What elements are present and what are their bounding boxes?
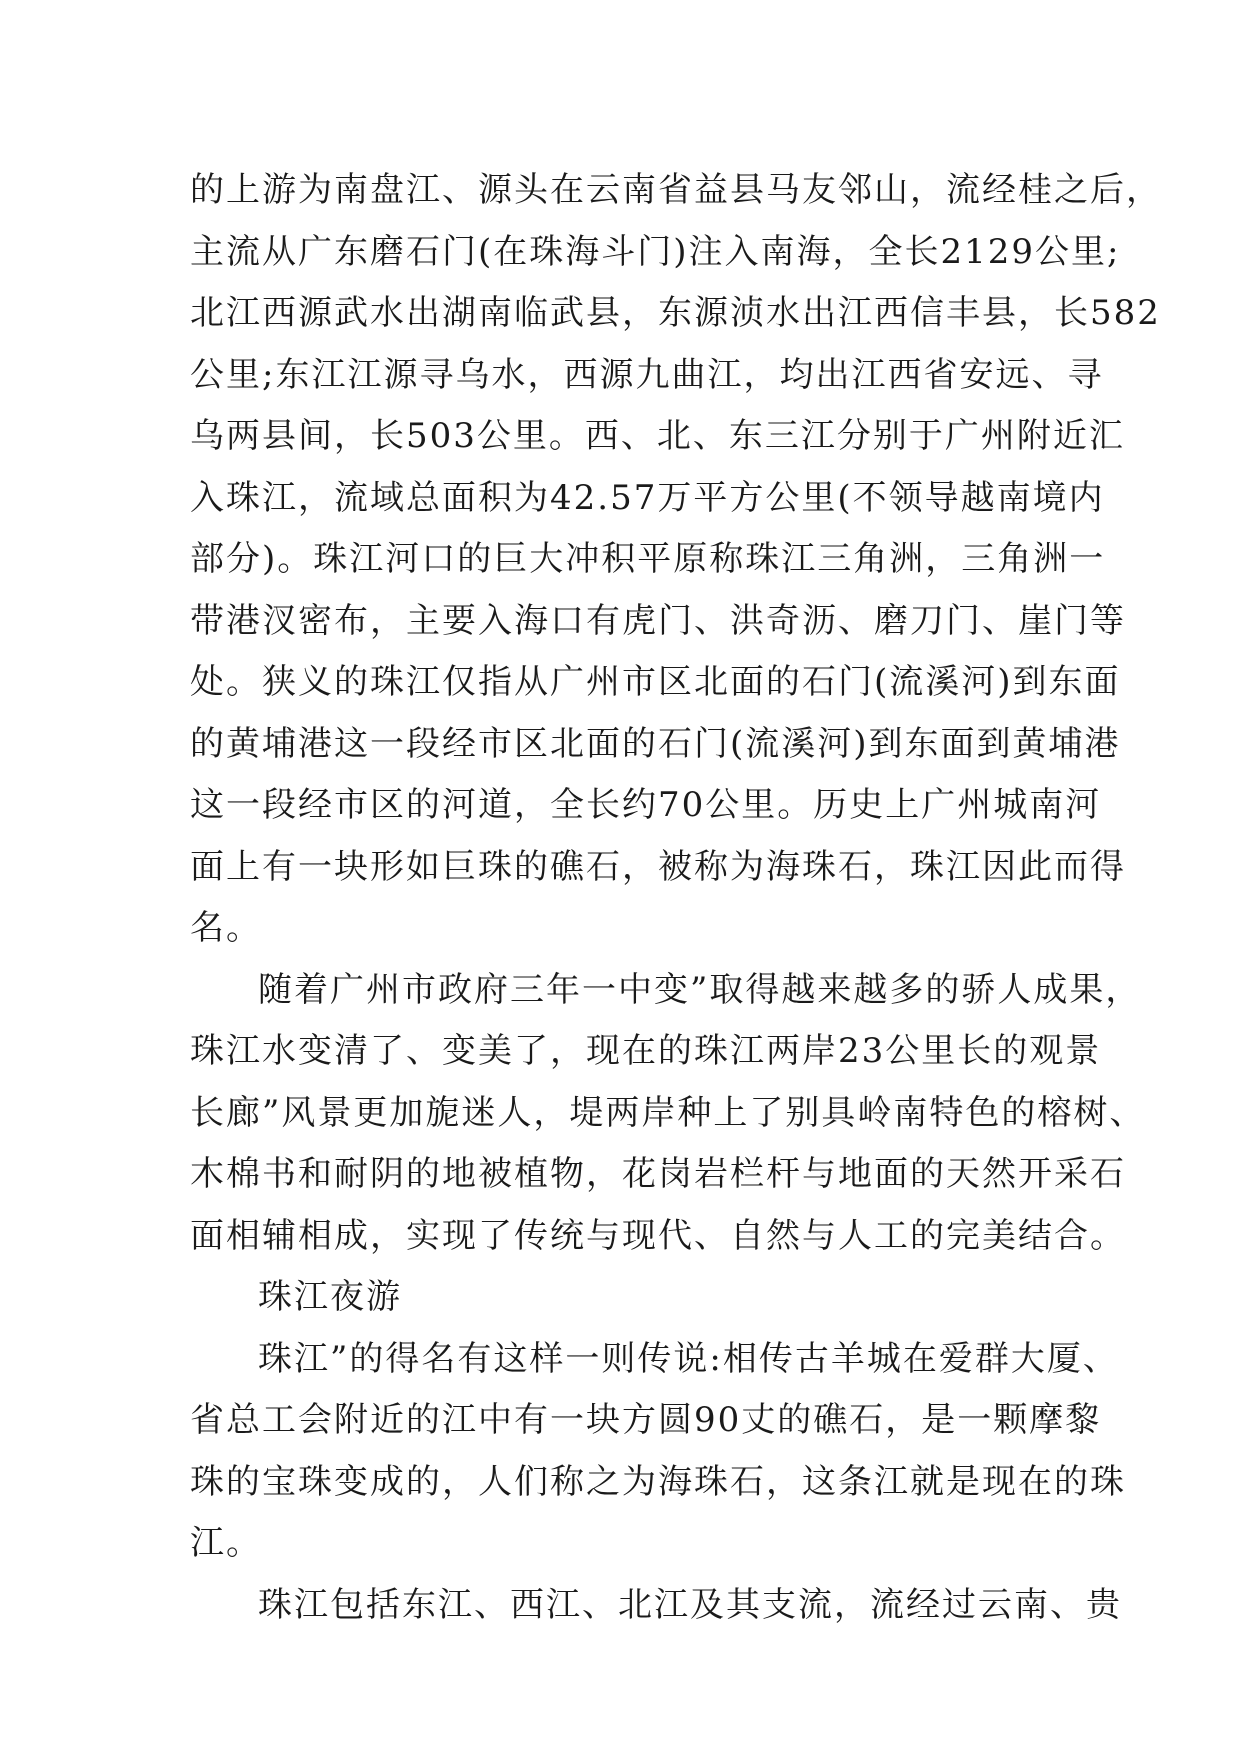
text-line: 珠江”的得名有这样一则传说:相传古羊城在爱群大厦、 (258, 1338, 1119, 1379)
text-line: 省总工会附近的江中有一块方圆90丈的礁石，是一颗摩黎 (190, 1400, 1102, 1440)
text-line: 北江西源武水出湖南临武县，东源浈水出江西信丰县，长582 (190, 293, 1161, 333)
text-line: 处。狭义的珠江仅指从广州市区北面的石门(流溪河)到东面 (190, 662, 1121, 702)
text-line: 的上游为南盘江、源头在云南省益县马友邻山，流经桂之后， (190, 170, 1162, 210)
text-line: 珠江包括东江、西江、北江及其支流，流经过云南、贵 (258, 1584, 1122, 1625)
text-line: 公里;东江江源寻乌水，西源九曲江，均出江西省安远、寻 (190, 354, 1104, 395)
text-line: 木棉书和耐阴的地被植物，花岗岩栏杆与地面的天然开采石 (190, 1154, 1126, 1194)
text-line: 的黄埔港这一段经市区北面的石门(流溪河)到东面到黄埔港 (190, 723, 1121, 764)
text-line: 长廊”风景更加旎迷人，堤两岸种上了别具岭南特色的榕树、 (190, 1092, 1146, 1133)
text-line: 主流从广东磨石门(在珠海斗门)注入南海，全长2129公里; (190, 231, 1121, 272)
text-line: 江。 (190, 1523, 262, 1563)
text-line: 随着广州市政府三年一中变”取得越来越多的骄人成果， (258, 969, 1142, 1010)
text-line: 乌两县间，长503公里。西、北、东三江分别于广州附近汇 (190, 416, 1125, 456)
text-line: 带港汊密布，主要入海口有虎门、洪奇沥、磨刀门、崖门等 (190, 600, 1126, 641)
text-line: 名。 (190, 908, 262, 948)
text-line: 面上有一块形如巨珠的礁石，被称为海珠石，珠江因此而得 (190, 846, 1126, 887)
text-line: 珠江夜游 (258, 1277, 402, 1317)
text-line: 珠的宝珠变成的，人们称之为海珠石，这条江就是现在的珠 (190, 1461, 1126, 1502)
body-text (190, 160, 1162, 1636)
text-line: 这一段经市区的河道，全长约70公里。历史上广州城南河 (190, 785, 1102, 825)
text-line: 入珠江，流域总面积为42.57万平方公里(不领导越南境内 (190, 477, 1105, 518)
text-line: 珠江水变清了、变美了，现在的珠江两岸23公里长的观景 (190, 1031, 1102, 1071)
text-line: 面相辅相成，实现了传统与现代、自然与人工的完美结合。 (190, 1215, 1126, 1256)
text-line: 部分)。珠江河口的巨大冲积平原称珠江三角洲，三角洲一 (190, 539, 1106, 579)
